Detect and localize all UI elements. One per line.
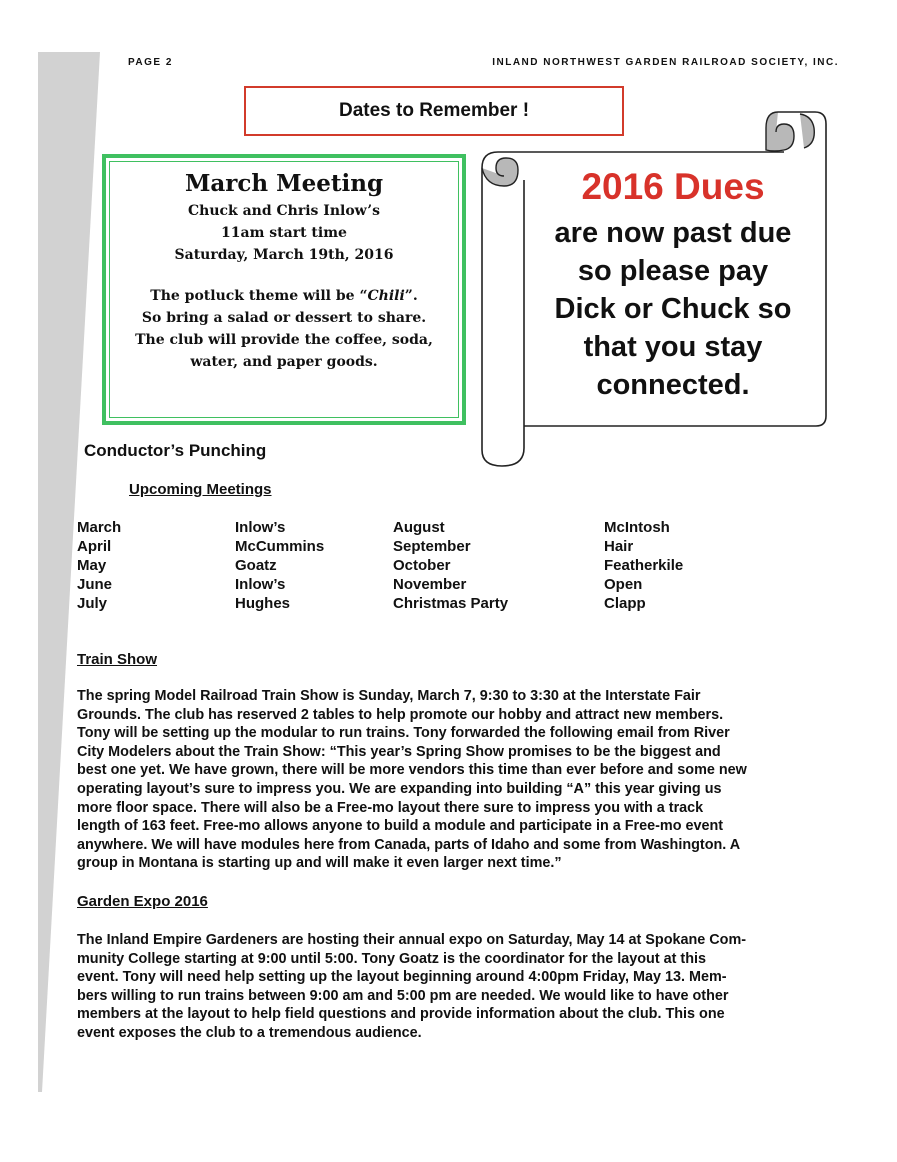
potluck-theme — [110, 285, 458, 373]
meeting-time: 11am start time — [221, 225, 347, 241]
train-show-heading: Train Show — [77, 651, 158, 668]
dates-to-remember-title: Dates to Remember ! — [338, 100, 530, 121]
meeting-host: Chuck and Chris Inlow’s — [188, 203, 380, 219]
march-meeting-title: March Meeting — [184, 170, 384, 197]
potluck-theme-word: Chili — [367, 288, 405, 304]
dues-line: Dick or Chuck so — [554, 293, 792, 325]
potluck-theme-line-2: So bring a salad or dessert to share. — [141, 310, 427, 326]
paragraph-line: The spring Model Railroad Train Show is Sunday, March 7, 9:30 to 3:30 at the Interstate Fair — [77, 688, 701, 704]
paragraph-line: length of 163 feet. Free-mo allows anyone to build a module and participate in a Free-mo event — [77, 818, 724, 835]
paragraph-line: group in Montana is starting up and will make it even larger next time.” — [77, 855, 562, 872]
paragraph-line: more floor space. There will also be a Free-mo layout there sure to impress you with a track — [77, 799, 704, 816]
schedule-host: Featherkile — [604, 557, 684, 574]
dues-title: 2016 Dues — [581, 166, 765, 207]
schedule-month: June — [77, 576, 113, 593]
dues-line: connected. — [596, 369, 750, 401]
schedule-month: April — [77, 538, 112, 555]
schedule-host: McIntosh — [604, 519, 670, 536]
meeting-date: Saturday, March 19th, 2016 — [174, 247, 394, 263]
march-meeting-inner-frame — [109, 161, 459, 418]
paragraph-line: munity College starting at 9:00 until 5:00. Tony Goatz is the coordinator for the layout at this — [77, 950, 706, 967]
schedule-month: August — [393, 519, 445, 536]
schedule-host: Inlow’s — [235, 576, 286, 593]
schedule-host: McCummins — [235, 538, 325, 555]
paragraph-line: event exposes the club to a tremendous audience. — [77, 1024, 422, 1041]
garden-expo-paragraph — [77, 931, 845, 1043]
schedule-month: November — [393, 576, 467, 593]
paragraph-line: Tony will be setting up the modular to run trains. Tony forwarded the following email from River — [77, 725, 730, 742]
schedule-col1-months — [77, 518, 121, 613]
conductors-punching-heading: Conductor’s Punching — [84, 441, 267, 460]
schedule-host: Clapp — [604, 595, 646, 612]
page-number: PAGE 2 — [128, 57, 173, 68]
train-show-paragraph — [77, 687, 845, 873]
schedule-col2-hosts — [604, 518, 683, 613]
schedule-col1-hosts — [235, 518, 324, 613]
potluck-theme-line-4: water, and paper goods. — [190, 354, 378, 370]
dues-line: so please pay — [577, 255, 769, 287]
organization-name: INLAND NORTHWEST GARDEN RAILROAD SOCIETY, INC. — [492, 57, 839, 68]
schedule-month: Christmas Party — [393, 595, 509, 612]
schedule-month: March — [77, 519, 122, 536]
potluck-theme-prefix: The potluck theme will be “ — [150, 288, 368, 304]
schedule-month: May — [77, 557, 107, 574]
dues-line: that you stay — [583, 331, 763, 363]
paragraph-line: bers willing to run trains between 9:00 am and 5:00 pm are needed. We would like to have other — [77, 987, 729, 1004]
garden-expo-heading: Garden Expo 2016 — [77, 893, 208, 910]
schedule-host: Hughes — [235, 595, 291, 612]
schedule-host: Open — [604, 576, 643, 593]
schedule-host: Hair — [604, 538, 634, 555]
schedule-month: September — [393, 538, 471, 555]
paragraph-line: operating layout’s sure to impress you. We are expanding into building “A” this year giving us — [77, 780, 722, 797]
paragraph-line: The Inland Empire Gardeners are hosting their annual expo on Saturday, May 14 at Spokane Com- — [77, 932, 747, 948]
schedule-host: Inlow’s — [235, 519, 286, 536]
schedule-col2-months — [393, 518, 508, 613]
paragraph-line: Grounds. The club has reserved 2 tables to help promote our hobby and attract new members. — [77, 706, 724, 723]
paragraph-line: City Modelers about the Train Show: “This year’s Spring Show promises to be the biggest and — [77, 743, 721, 760]
potluck-theme-line-1 — [110, 285, 458, 307]
dues-message — [525, 214, 821, 404]
dues-line: are now past due — [554, 217, 792, 249]
upcoming-meetings-heading: Upcoming Meetings — [129, 481, 272, 498]
paragraph-line: anywhere. We will have modules here from Canada, parts of Idaho and some from Washington. A — [77, 836, 741, 853]
march-meeting-box — [102, 154, 466, 425]
schedule-month: October — [393, 557, 451, 574]
potluck-theme-suffix: ”. — [404, 288, 418, 304]
paragraph-line: members at the layout to help field questions and provide information about the club. This one — [77, 1006, 725, 1023]
potluck-theme-line-3: The club will provide the coffee, soda, — [135, 332, 433, 348]
paragraph-line: best one yet. We have grown, there will be more vendors this time than ever before and some new — [77, 762, 747, 779]
schedule-host: Goatz — [235, 557, 277, 574]
paragraph-line: event. Tony will need help setting up the layout beginning around 4:00pm Friday, May 13. Mem- — [77, 969, 727, 986]
schedule-month: July — [77, 595, 108, 612]
